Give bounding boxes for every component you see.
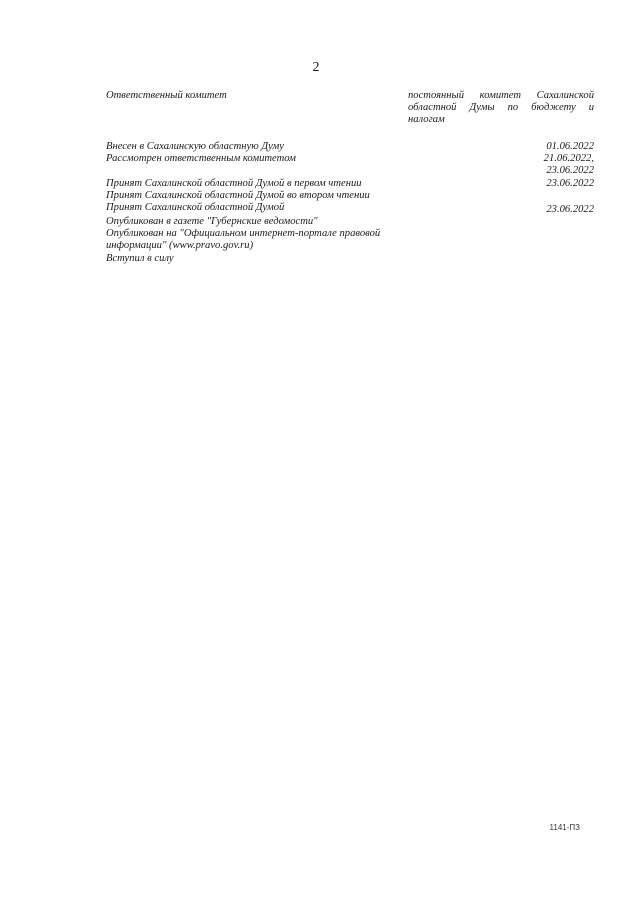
event-label: Рассмотрен ответственным комитетом <box>106 153 296 165</box>
event-row-published-newspaper <box>106 216 594 228</box>
event-label: Принят Сахалинской областной Думой <box>106 202 285 213</box>
event-label: Вступил в силу <box>106 252 174 264</box>
event-label-line1: Опубликован на "Официальном интернет-портале правовой <box>106 228 381 240</box>
event-row-second-reading <box>106 190 594 202</box>
event-label: Опубликован в газете "Губернские ведомости" <box>106 216 318 227</box>
document-body <box>106 90 594 265</box>
event-date: 01.06.2022 <box>546 141 594 152</box>
event-label: Принят Сахалинской областной Думой в первом чтении <box>106 177 362 189</box>
event-dates <box>544 153 594 177</box>
event-row-effective <box>106 253 594 265</box>
event-label: Внесен в Сахалинскую областную Думу <box>106 141 284 152</box>
event-row-submitted <box>106 141 594 153</box>
event-date: 23.06.2022 <box>546 204 594 215</box>
event-date: 21.06.2022, <box>543 153 594 165</box>
footer-document-code: 1141-ПЗ <box>549 823 580 832</box>
event-row-reviewed <box>106 153 594 177</box>
event-label: Принят Сахалинской областной Думой во втором чтении <box>106 189 370 201</box>
event-date-second: 23.06.2022 <box>546 165 594 177</box>
committee-value-line2: областной Думы по бюджету и <box>408 102 594 114</box>
committee-value-line3: налогам <box>408 114 445 126</box>
event-row-adopted <box>106 202 594 216</box>
committee-value <box>408 90 594 127</box>
event-label-line2: информации" (www.pravo.gov.ru) <box>106 240 254 252</box>
committee-value-line1: постоянный комитет Сахалинской <box>408 90 594 101</box>
event-row-first-reading <box>106 178 594 190</box>
committee-label: Ответственный комитет <box>106 90 227 101</box>
committee-row <box>106 90 594 128</box>
event-date: 23.06.2022 <box>546 177 594 189</box>
event-row-published-portal <box>106 228 594 252</box>
page-number: 2 <box>312 60 320 75</box>
